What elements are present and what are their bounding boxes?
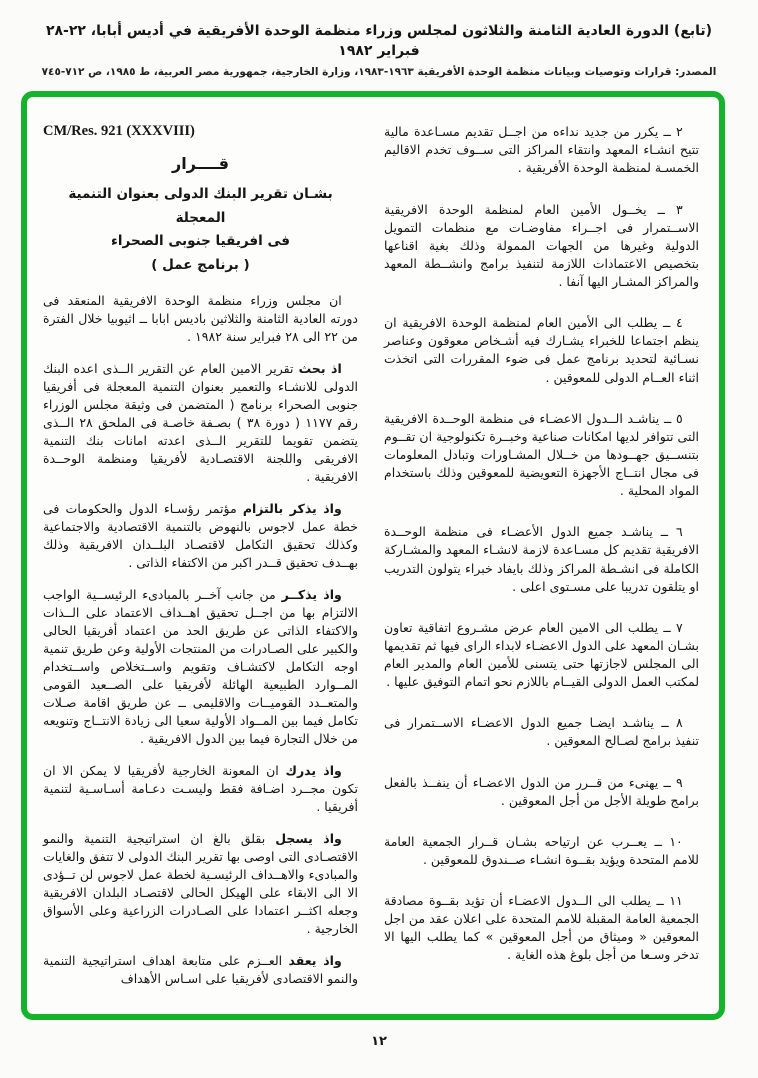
resolution-item: ٣ ــ يخــول الأمين العام لمنظمة الوحدة الافريقية الاســتمرار فى اجــراء مفاوضـات مع منظمات التمويل الدولية وغيرها من الجهات الممولة وذلك بغية اقناعها بتخصيص الاعتمادات اللازمة لتنفيذ برامج وانشــطة المعهد والمراكز المشـار اليها آنفا . (384, 201, 699, 290)
paragraph-lead: واذ يدرك (285, 762, 342, 778)
resolution-item: ١٠ ــ يعــرب عن ارتياحه بشـان قــرار الجمعية العامة للامم المتحدة ويؤيد بقــوة انشـاء صــندوق للمعوقين . (384, 833, 699, 867)
resolution-subtitle: بشـان تقرير البنك الدولى بعنوان التنمية المعجلة (68, 186, 333, 226)
paragraph-lead: واذ يذكر بالتزام (242, 500, 342, 516)
column-left-resolution (43, 123, 358, 1004)
resolution-item: ٨ ــ يناشـد ايضـا جميع الدول الاعضـاء الاســتمرار فى تنفيذ برامج لصـالح المعوقين . (384, 715, 699, 749)
column-right-items (384, 123, 699, 1004)
resolution-paragraph (43, 952, 358, 988)
resolution-subtitle: ( برنامج عمل ) (151, 257, 250, 274)
paragraph-text: ان مجلس وزراء منظمة الوحدة الافريقية المنعقد فى دورته العادية الثامنة والثلاثين باديس ابابا ــ اثيوبيا خلال الفترة من ٢٢ الى ٢٨ فبراير سنة ١٩٨٢ . (43, 292, 358, 344)
two-column-layout (43, 123, 699, 1004)
resolution-paragraph (43, 586, 358, 748)
paragraph-text: ان المعونة الخارجية لأفريقيا لا يمكن الا ان تكون مجــرد اضـافة فقط وليسـت دعـامة أسـاسـية لتنمية أفريقيا . (43, 762, 358, 814)
resolution-paragraph (43, 830, 358, 938)
header-source-note: المصدر: قرارات وتوصيات وبيانات منظمة الوحدة الأفريقية ١٩٦٣-١٩٨٣، وزارة الخارجية، جمهورية مصر العربية، ط ١٩٨٥، ص ٧١٢-٧٤٥ (41, 66, 717, 79)
paragraph-text: مؤتمر رؤسـاء الدول والحكومات فى خطة عمل لاجوس بالنهوض بالتنمية الاقتصادية والاجتماعية وكذلك تحقيق التكامل لاقتصـاد البلــدان الافريقية وذلك بهــدف تحقيق قــدر اكبر من الاكتفاء الذاتى . (43, 500, 358, 570)
paragraph-text: العــزم على متابعة اهداف استراتيجية التنمية والنمو الاقتصادى لأفريقيا على اسـاس الأهداف (43, 952, 358, 986)
resolution-paragraph (43, 762, 358, 816)
header-session-title: (تابع) الدورة العادية الثامنة والثلاثون لمجلس وزراء منظمة الوحدة الأفريقية في أديس أبابا، ٢٢-٢٨ فبراير ١٩٨٢ (45, 23, 713, 59)
resolution-item: ٧ ــ يطلب الى الامين العام عرض مشـروع اتفاقية تعاون بشـان المعهد على الدول الاعضـاء لابداء الراى فيها ثم تقديمها الى المجلس لاجازتها حتى يتسنى للأمين العام والمدير العام لمكتب العمل الدولى القيــام باللازم نحو اتمام التوفيق عليها . (384, 619, 699, 690)
paragraph-lead: واذ يسجل (275, 830, 342, 846)
resolution-item: ٥ ــ يناشـد الــدول الاعضـاء فى منظمة الوحــدة الافريقية التى تتوافر لديها امكانات صناعية وخبــرة تكنولوجية ان تقــوم بتنســيق جهــودها من خــلال المشـاورات وتبادل المعلومات فى مجال انتــاج الأجهزة التعويضية للمعوقين وذلك باستخدام المواد المحلية . (384, 410, 699, 499)
resolution-paragraph (43, 292, 358, 346)
resolution-item: ٩ ــ يهنىء من قــرر من الدول الاعضـاء أن ينفــذ بالفعل برامج طويلة الأجل من أجل المعوقين . (384, 774, 699, 808)
resolution-item: ٢ ــ يكرر من جديد نداءه من اجــل تقديم مسـاعدة مالية تتيح انشـاء المعهد وانتقاء المراكز التى ســوف تخدم الاقاليم الخمسـة لمنظمة الوحدة الأفريقية . (384, 124, 699, 176)
resolution-reference-number: CM/Res. 921 (XXXVIII) (43, 123, 195, 140)
resolution-title: قــــرار (172, 154, 229, 174)
paragraph-text: من جانب آخــر بالمبادىء الرئيســية الواجب الالتزام بها من اجــل تحقيق اهــداف الاعتماد على الــذات والاكتفاء الذاتى عن طريق الحد من اعتماد أفريقيا الحالى والكبير على الصـادرات من المنتجات الأولية وعن طريق تنمية اوجه التكامل لاكتشـاف وتقويم واســتخلاص واســتخدام المــوارد الطبيعية الهائلة لأفريقيا على الصــعيد القومى والمتعــدد القوميــات والاقليمى ــ عن طريق اقامة صـلات تكامل فيما بين المــواد الأولية سعيا الى زيادة الانتــاج وتنويعه من خلال التجارة فيما بين الدول الافريقية . (43, 586, 358, 746)
resolution-item: ٦ ــ يناشـد جميع الدول الأعضـاء فى منظمة الوحــدة الافريقية تقديم كل مسـاعدة لازمة لانشـاء المعهد والمشـاركة الكاملة فى انشـطة المراكز وذلك بايفاد خبراء يتولون التدريب او يتلقون تدريبا على مسـتوى اعلى . (384, 524, 699, 594)
page-number: ١٢ (371, 1034, 387, 1050)
paragraph-lead: اذ بحث (298, 360, 342, 376)
paragraph-lead: واذ يذكــر (281, 586, 342, 602)
resolution-paragraph (43, 360, 358, 486)
resolution-item: ١١ ــ يطلب الى الــدول الاعضـاء أن تؤيد بقــوة مصادقة الجمعية العامة المقبلة للامم المتحدة على اعلان عقد من اجل المعوقين « وميثاق من أجل المعوقين » كما يطلب اليها الا تدخر وسـعا من أجل بلوغ هذه الغاية . (384, 893, 699, 963)
resolution-item: ٤ ــ يطلب الى الأمين العام لمنظمة الوحدة الافريقية ان ينظم اجتماعا للخبراء يشـارك فيه أشـخاص معوقون وعناصر نسـائية لتحديد برنامج عمل فى ضوء المقررات التى اتخذت اثناء العــام الدولى للمعوقين . (384, 315, 699, 385)
resolution-subtitle: فى افريقيا جنوبى الصحراء (111, 233, 290, 250)
page-header (0, 0, 758, 78)
green-border-frame (21, 91, 725, 1020)
paragraph-lead: واذ يعقد (288, 952, 342, 968)
paragraph-text: بقلق بالغ ان استراتيجية التنمية والنمو الاقتصـادى التى اوصى بها تقرير البنك الدولى لا تتفق والغايات والمبادىء والاهــداف الرئيسـية لخطة عمل لاجوس لن تــؤدى الا الى الابقاء على الهيكل الحالى لاقتصـاد البلدان الافريقية وجعله اكثــر اعتمادا على الصـادرات الزراعية وعلى الأسواق الخارجية . (43, 830, 358, 936)
resolution-paragraph (43, 500, 358, 572)
paragraph-text: تقرير الامين العام عن التقرير الــذى اعده البنك الدولى للانشـاء والتعمير بعنوان التنمية المعجلة فى أفريقيا جنوبى الصحراء برنامج ( المتضمن فى وثيقة مجلس الوزراء رقم ١١٧٧ ( دورة ٣٨ ) بصـفة خاصـة فى الملحق ٢٨ الــذى يتضمن تقويما للتقرير الــذى اعدته امانات بنك التنمية الافريقى واللجنة الاقتصـادية لأفريقيا ومنظمة الوحــدة الافريقية . (43, 360, 358, 484)
